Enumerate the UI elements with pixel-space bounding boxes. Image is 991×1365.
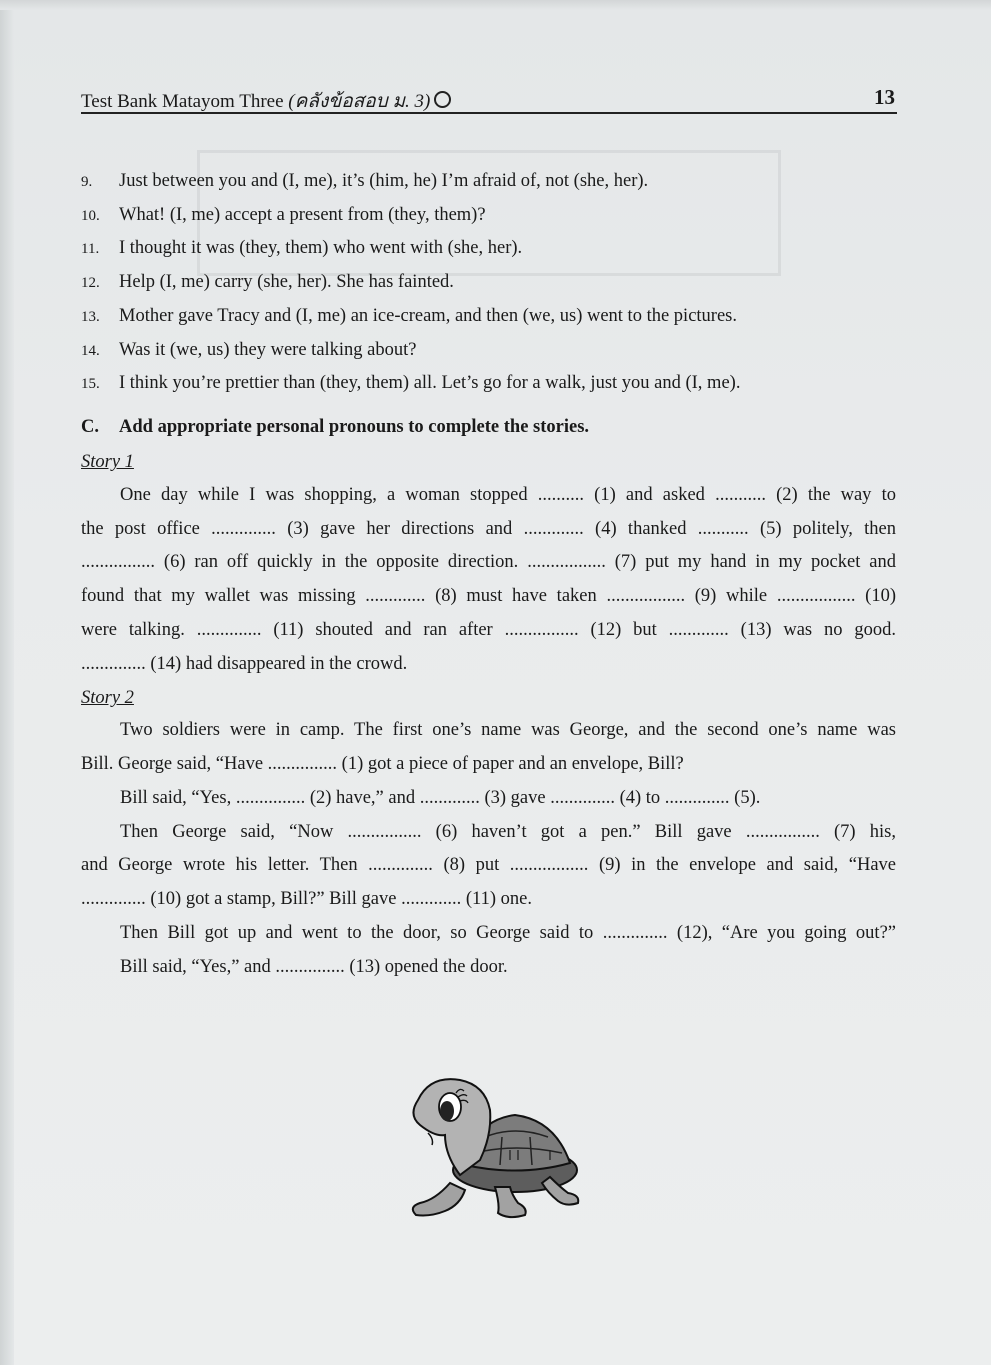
story-2-line: Two soldiers were in camp. The first one’s name was George, and the second one’s name was — [120, 720, 896, 740]
exercise-item — [81, 171, 648, 192]
item-text: Was it (we, us) they were talking about? — [119, 340, 417, 360]
item-text: I thought it was (they, them) who went with (she, her). — [119, 238, 523, 258]
story-1-line: .............. (14) had disappeared in the crowd. — [81, 654, 408, 674]
item-number: 13. — [81, 309, 100, 325]
circle-icon — [434, 91, 451, 108]
book-title-thai: (คลังข้อสอบ ม. 3) — [288, 91, 431, 112]
item-text: I think you’re prettier than (they, them) all. Let’s go for a walk, just you and (I, me). — [119, 373, 741, 393]
page-number: 13 — [874, 85, 895, 109]
section-letter: C. — [81, 417, 99, 437]
page-header — [81, 84, 897, 114]
item-text: Just between you and (I, me), it’s (him, he) I’m afraid of, not (she, her). — [119, 171, 649, 191]
item-number: 12. — [81, 275, 100, 291]
book-title: Test Bank Matayom Three — [81, 91, 284, 112]
exercise-item — [81, 205, 486, 226]
page-edge-shadow — [0, 0, 14, 1365]
item-number: 9. — [81, 174, 93, 190]
item-number: 15. — [81, 376, 100, 392]
item-number: 11. — [81, 241, 100, 257]
story-1-line: were talking. .............. (11) shouted and ran after ................ (12) but ............. (13) was no good. — [81, 620, 896, 640]
header-title — [81, 86, 451, 116]
story-1-line: found that my wallet was missing ............. (8) must have taken ................. (9) while ................. (10) — [81, 586, 896, 606]
page-edge-shadow-top — [0, 0, 991, 10]
exercise-item — [81, 340, 417, 361]
exercise-item — [81, 238, 522, 259]
story-2-line: Then Bill got up and went to the door, so George said to .............. (12), “Are you going out?” — [120, 923, 896, 943]
item-text: Mother gave Tracy and (I, me) an ice-cream, and then (we, us) went to the pictures. — [119, 306, 737, 326]
story-1-line: One day while I was shopping, a woman stopped .......... (1) and asked ........... (2) the way to — [120, 485, 896, 505]
exercise-item — [81, 272, 454, 293]
item-number: 10. — [81, 208, 100, 224]
story-1-title: Story 1 — [81, 452, 134, 472]
story-2-line: Bill. George said, “Have ............... (1) got a piece of paper and an envelope, Bill? — [81, 754, 684, 774]
story-2-title: Story 2 — [81, 688, 134, 708]
story-2-line: Bill said, “Yes, ............... (2) have,” and ............. (3) gave .............. (4) to .............. (5). — [120, 788, 761, 808]
story-1-line: ................ (6) ran off quickly in the opposite direction. ................. (7) put my hand in my pocket and — [81, 552, 896, 572]
section-instruction: Add appropriate personal pronouns to complete the stories. — [119, 417, 590, 437]
turtle-illustration — [390, 1065, 590, 1235]
item-text: What! (I, me) accept a present from (they, them)? — [119, 205, 486, 225]
exercise-item — [81, 306, 737, 327]
item-text: Help (I, me) carry (she, her). She has fainted. — [119, 272, 454, 292]
story-1-line: the post office .............. (3) gave her directions and ............. (4) thanked ........... (5) politely, then — [81, 519, 896, 539]
story-2-line: .............. (10) got a stamp, Bill?” Bill gave ............. (11) one. — [81, 889, 532, 909]
story-2-line: and George wrote his letter. Then .............. (8) put ................. (9) in the envelope and said, “Have — [81, 855, 896, 875]
story-2-line: Then George said, “Now ................ (6) haven’t got a pen.” Bill gave ................ (7) his, — [120, 822, 896, 842]
item-number: 14. — [81, 343, 100, 359]
story-2-line: Bill said, “Yes,” and ............... (13) opened the door. — [120, 957, 508, 977]
exercise-item — [81, 373, 740, 394]
section-heading — [81, 417, 589, 438]
